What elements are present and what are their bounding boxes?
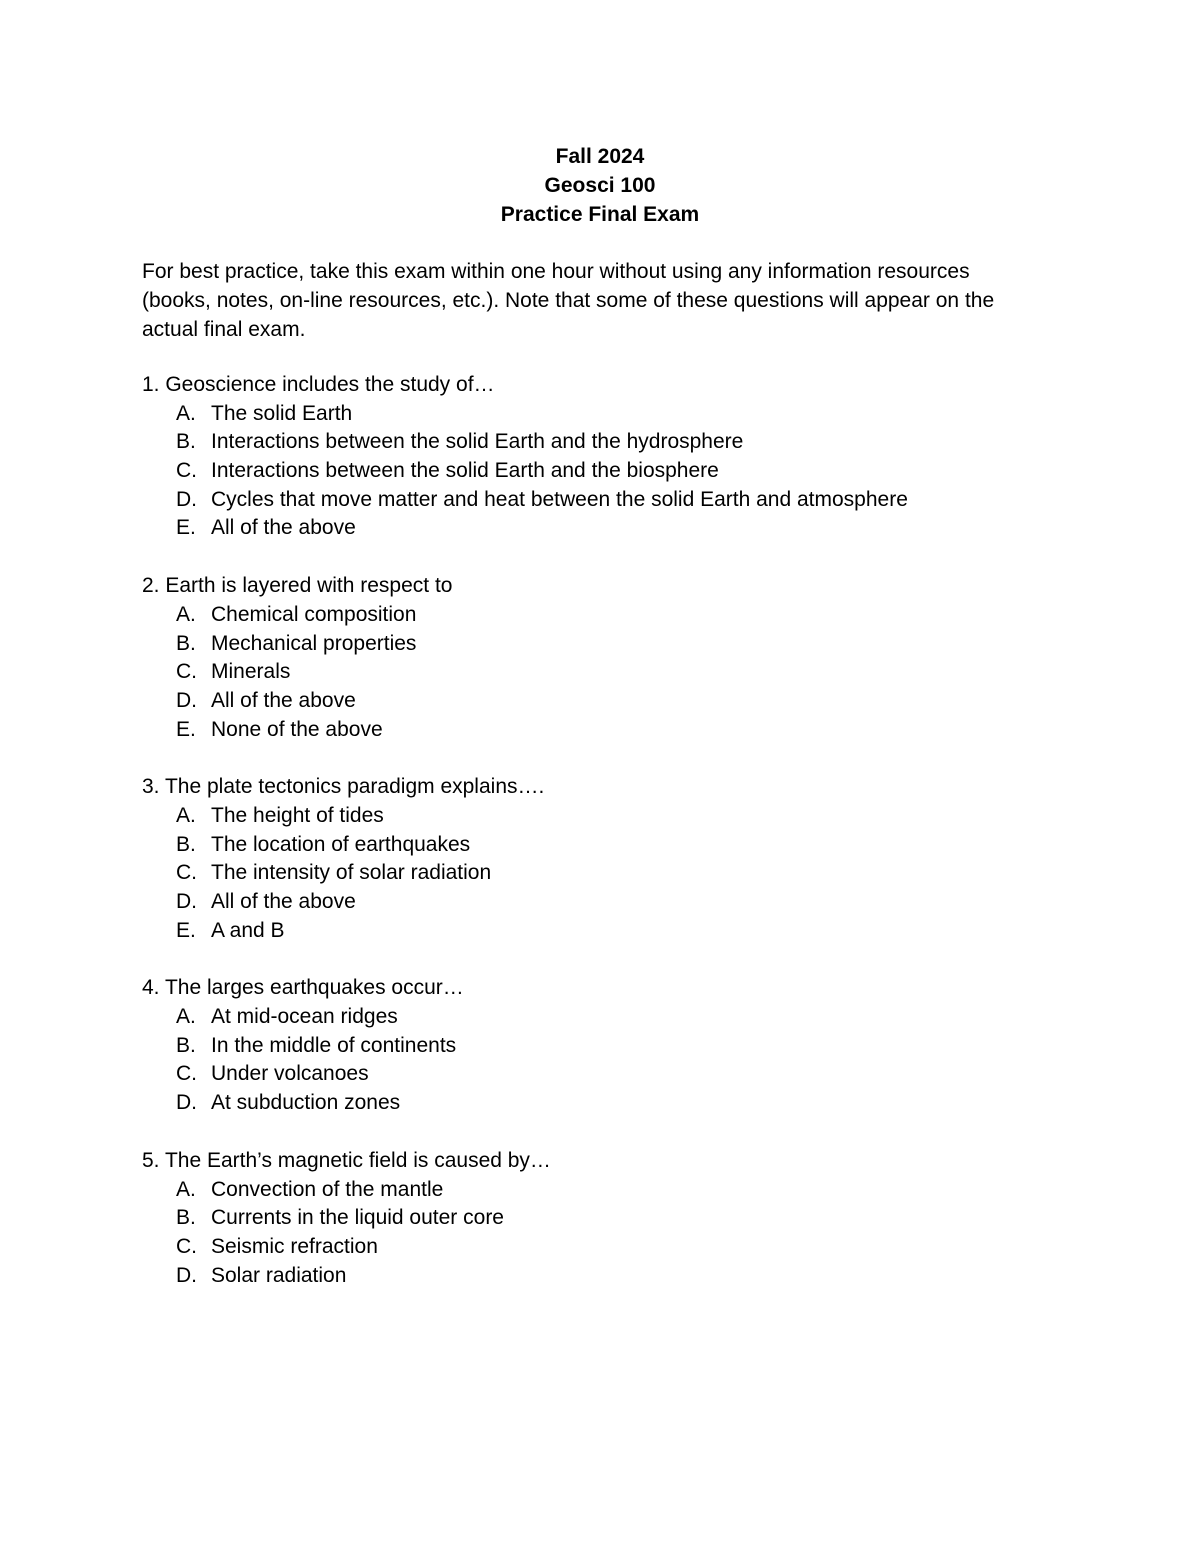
option-text: Interactions between the solid Earth and the biosphere [211,459,719,483]
answer-option [142,486,1042,515]
option-letter: B. [176,832,196,856]
option-letter: D. [176,1091,197,1115]
option-letter: D. [176,890,197,913]
answer-options [142,400,1042,543]
exam-header [0,142,1200,229]
option-text: None of the above [211,717,383,741]
answer-options [142,601,1042,744]
answer-option [142,888,1042,917]
question-stem: 2. Earth is layered with respect to [142,574,453,598]
option-letter: A. [176,401,196,425]
option-text: Mechanical properties [211,631,417,655]
option-text: The location of earthquakes [211,832,471,856]
option-text: All of the above [211,516,356,540]
answer-option [142,514,1042,543]
option-text: Minerals [211,660,291,684]
question-list [142,371,1042,1319]
answer-option [142,1233,1042,1262]
option-letter: B. [176,1206,196,1230]
answer-option [142,1262,1042,1291]
option-letter: B. [176,430,196,454]
answer-option [142,1204,1042,1233]
option-text: Currents in the liquid outer core [211,1206,504,1230]
option-letter: E. [176,516,196,540]
question-stem: 3. The plate tectonics paradigm explains…. [142,775,545,799]
option-text: Under volcanoes [211,1062,369,1086]
answer-option [142,658,1042,687]
answer-options [142,1003,1042,1118]
answer-option [142,716,1042,745]
question-3 [142,773,1042,945]
option-letter: D. [176,688,197,712]
course-name: Geosci 100 [544,174,656,197]
question-1 [142,371,1042,543]
answer-option [142,831,1042,860]
answer-option [142,1176,1042,1205]
question-4 [142,974,1042,1117]
answer-option [142,601,1042,630]
answer-options [142,1176,1042,1291]
exam-title: Practice Final Exam [500,203,700,226]
answer-options [142,802,1042,945]
option-letter: C. [176,660,197,684]
question-2 [142,572,1042,744]
option-text: The solid Earth [211,401,353,425]
option-text: Solar radiation [211,1263,347,1287]
option-text: The height of tides [211,803,384,827]
option-text: All of the above [211,890,356,913]
answer-option [142,859,1042,888]
answer-option [142,1060,1042,1089]
answer-option [142,1032,1042,1061]
question-5 [142,1147,1042,1290]
option-letter: D. [176,487,197,511]
option-letter: B. [176,1033,196,1057]
answer-option [142,687,1042,716]
answer-option [142,630,1042,659]
answer-option [142,802,1042,831]
option-text: A and B [211,918,285,942]
option-letter: A. [176,1177,196,1201]
option-text: All of the above [211,688,356,712]
answer-option [142,917,1042,946]
option-letter: A. [176,803,196,827]
option-letter: B. [176,631,196,655]
option-letter: C. [176,861,197,885]
option-text: Chemical composition [211,602,417,626]
exam-term: Fall 2024 [555,145,645,168]
option-text: Seismic refraction [211,1234,378,1258]
answer-option [142,428,1042,457]
option-letter: A. [176,602,196,626]
answer-option [142,457,1042,486]
option-letter: D. [176,1263,197,1287]
answer-option [142,1003,1042,1032]
option-letter: A. [176,1005,196,1029]
question-stem: 5. The Earth’s magnetic field is caused by… [142,1148,551,1172]
option-letter: C. [176,1234,197,1258]
option-text: The intensity of solar radiation [211,861,492,885]
option-text: At mid-ocean ridges [211,1005,398,1029]
question-stem: 4. The larges earthquakes occur… [142,976,464,1000]
question-stem: 1. Geoscience includes the study of… [142,373,495,396]
option-letter: E. [176,918,196,942]
option-text: Interactions between the solid Earth and the hydrosphere [211,430,744,454]
option-text: At subduction zones [211,1091,401,1115]
option-text: Cycles that move matter and heat between the solid Earth and atmosphere [211,487,908,511]
option-letter: C. [176,459,197,483]
answer-option [142,400,1042,429]
option-letter: E. [176,717,196,741]
answer-option [142,1089,1042,1118]
option-letter: C. [176,1062,197,1086]
exam-instructions: For best practice, take this exam within one hour without using any information resources (books, notes, on-line resources, etc.). Note that some of these questions will appear on the actual final exam. [142,260,995,341]
option-text: In the middle of continents [211,1033,457,1057]
option-text: Convection of the mantle [211,1177,444,1201]
